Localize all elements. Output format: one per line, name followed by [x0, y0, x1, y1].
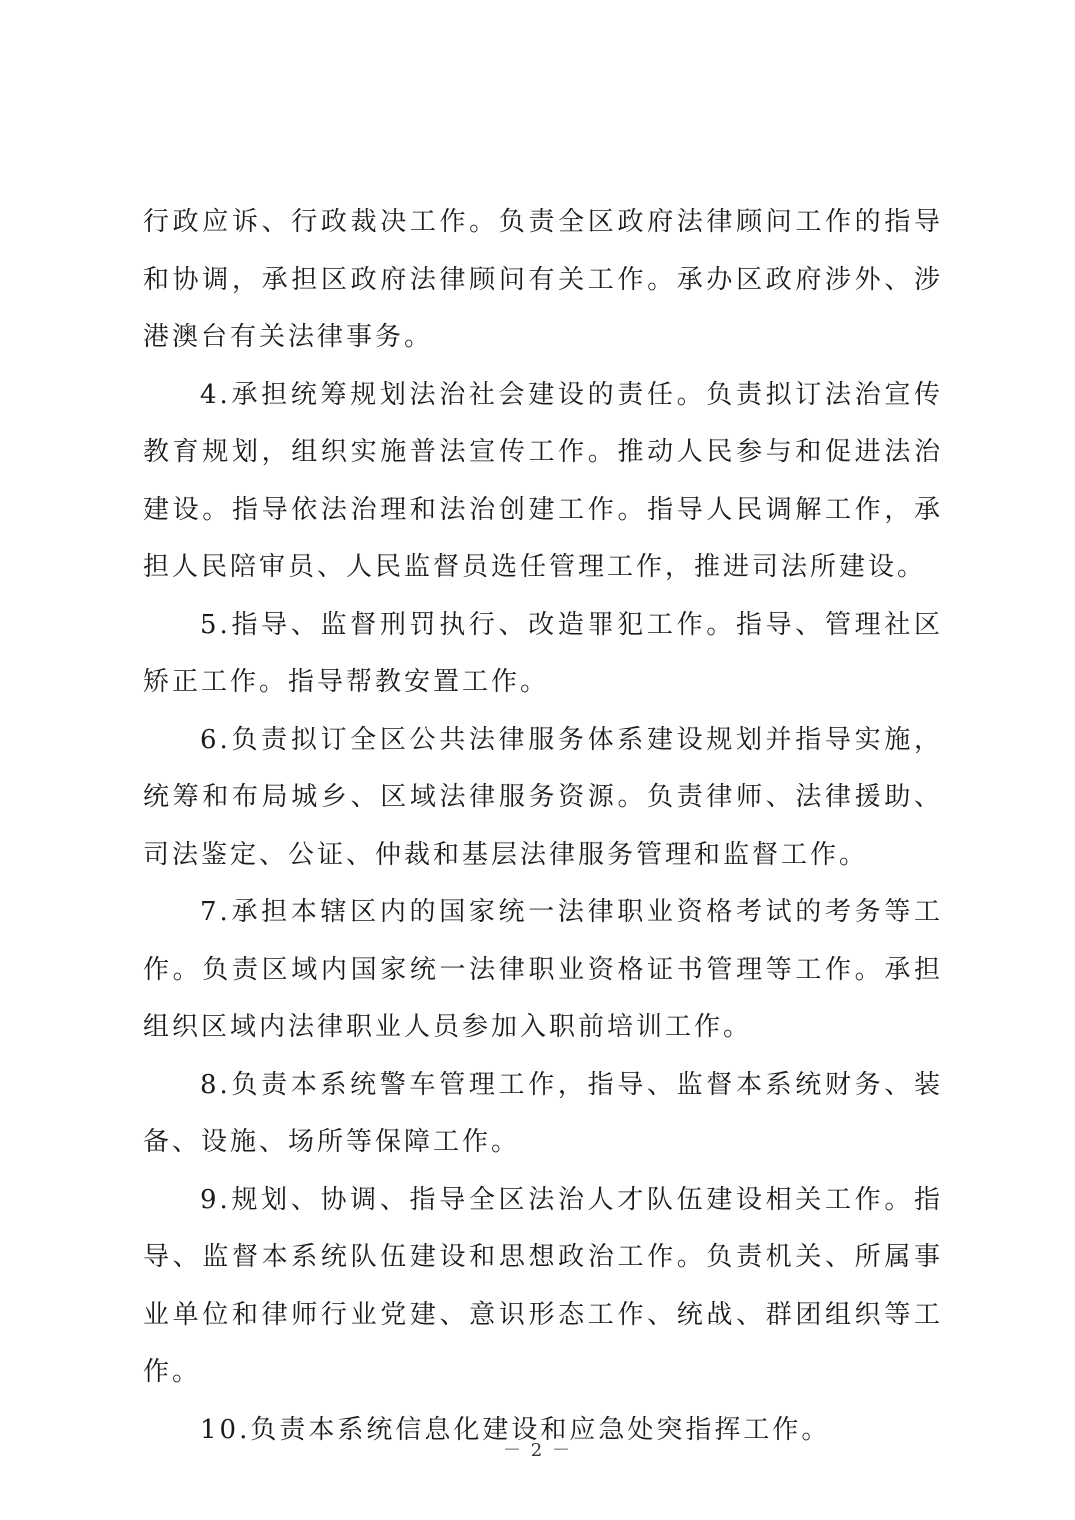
paragraph-continuation: 行政应诉、行政裁决工作。负责全区政府法律顾问工作的指导和协调，承担区政府法律顾问有关工作。承办区政府涉外、涉港澳台有关法律事务。: [143, 207, 943, 352]
paragraph-item-4: 4.承担统筹规划法治社会建设的责任。负责拟订法治宣传教育规划，组织实施普法宣传工作。推动人民参与和促进法治建设。指导依法治理和法治创建工作。指导人民调解工作，承担人民陪审员、人民监督员选任管理工作，推进司法所建设。: [143, 379, 943, 582]
page-number: － 2 －: [503, 1440, 572, 1461]
paragraph-item-8: 8.负责本系统警车管理工作，指导、监督本系统财务、装备、设施、场所等保障工作。: [143, 1069, 943, 1157]
paragraph-item-7: 7.承担本辖区内的国家统一法律职业资格考试的考务等工作。负责区域内国家统一法律职业资格证书管理等工作。承担组织区域内法律职业人员参加入职前培训工作。: [143, 897, 943, 1042]
paragraph-item-9: 9.规划、协调、指导全区法治人才队伍建设相关工作。指导、监督本系统队伍建设和思想政治工作。负责机关、所属事业单位和律师行业党建、意识形态工作、统战、群团组织等工作。: [143, 1184, 943, 1387]
paragraph-item-6: 6.负责拟订全区公共法律服务体系建设规划并指导实施，统筹和布局城乡、区域法律服务资源。负责律师、法律援助、司法鉴定、公证、仲裁和基层法律服务管理和监督工作。: [143, 724, 943, 870]
paragraph-item-5: 5.指导、监督刑罚执行、改造罪犯工作。指导、管理社区矫正工作。指导帮教安置工作。: [143, 609, 943, 697]
document-body: [143, 194, 943, 1459]
paragraph-item-10: 10.负责本系统信息化建设和应急处突指挥工作。: [200, 1414, 831, 1445]
